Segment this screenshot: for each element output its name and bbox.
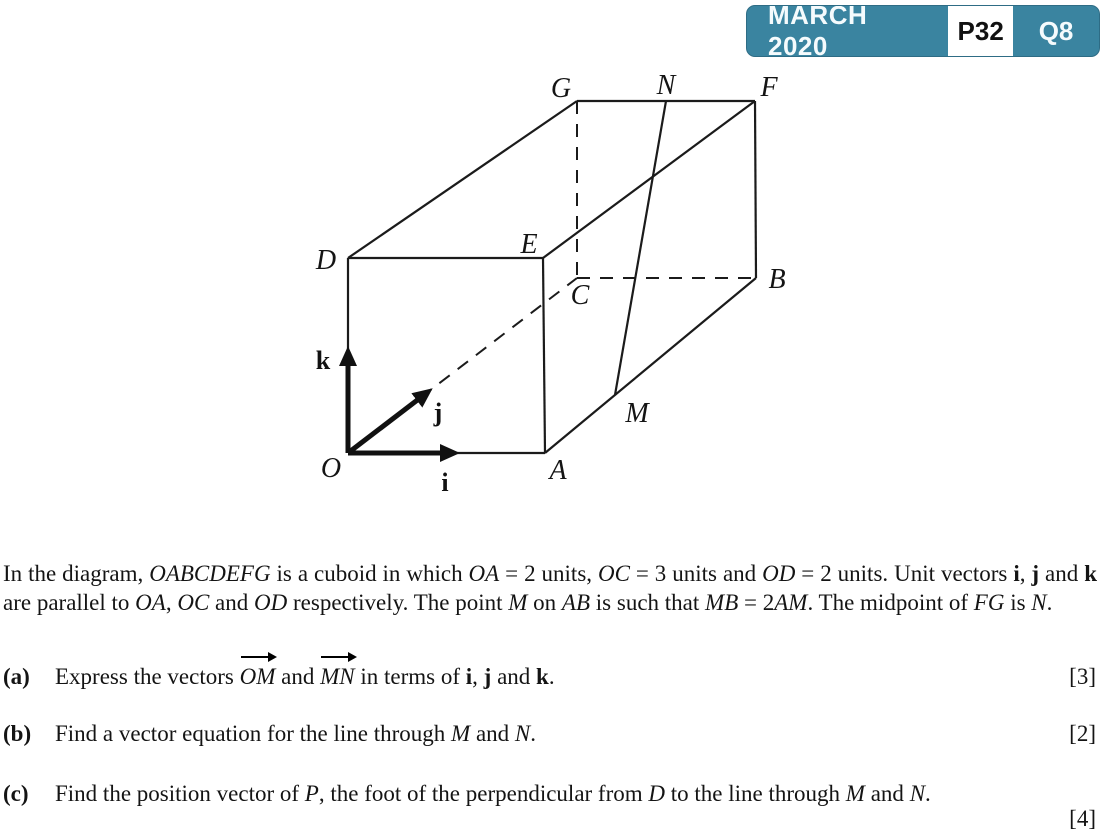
vertex-label-F: F: [760, 72, 778, 103]
part-c-var: N: [909, 781, 926, 806]
part-c-text: and: [864, 781, 910, 806]
part-a-text: ,: [472, 664, 484, 689]
part-c-var: P: [304, 781, 319, 806]
intro-var: OD: [254, 590, 288, 615]
intro-text: = 2: [738, 590, 775, 615]
line-NM: [615, 101, 666, 395]
intro-unit-vector: k: [1084, 561, 1097, 586]
part-c-var: M: [845, 781, 865, 806]
intro-var: OD: [762, 561, 796, 586]
part-b-var: M: [451, 721, 471, 746]
intro-var: FG: [973, 590, 1005, 615]
intro-text: In the diagram,: [3, 561, 150, 586]
intro-text: ,: [1019, 561, 1032, 586]
part-c-marks: [4]: [1069, 806, 1096, 831]
vertex-label-C: C: [570, 280, 590, 311]
part-b-var: N: [514, 721, 531, 746]
intro-var: N: [1031, 590, 1047, 615]
problem-statement: [3, 559, 1097, 617]
intro-text: respectively. The point: [287, 590, 509, 615]
vertex-label-G: G: [550, 73, 572, 104]
part-c-label: (c): [3, 781, 29, 806]
vertex-label-E: E: [520, 229, 538, 260]
edge-DG: [348, 101, 577, 258]
intro-var: OA: [135, 590, 166, 615]
intro-text: = 3 units and: [629, 561, 763, 586]
vertex-label-A: A: [549, 455, 567, 486]
intro-unit-vector: i: [1013, 561, 1020, 586]
intro-var: MB: [705, 590, 739, 615]
part-a-text: .: [548, 664, 555, 689]
part-b-marks: [2]: [1069, 721, 1096, 746]
vector-MN: MN: [320, 664, 355, 689]
part-c: [3, 779, 1096, 808]
unit-vector-label-j: j: [433, 398, 443, 427]
part-b-text: Find a vector equation for the line through: [55, 721, 452, 746]
part-a-text: and: [275, 664, 321, 689]
part-a-text: and: [491, 664, 537, 689]
intro-unit-vector: j: [1031, 561, 1040, 586]
intro-text: . The midpoint of: [807, 590, 974, 615]
unit-vector-label-i: i: [441, 468, 449, 497]
unit-vector-j-arrow: [348, 398, 420, 453]
intro-var: OC: [597, 561, 630, 586]
intro-text: .: [1046, 590, 1053, 615]
part-a-unit-vector: i: [465, 664, 473, 689]
intro-var: OA: [468, 561, 500, 586]
part-b-text: and: [470, 721, 515, 746]
intro-text: = 2 units,: [499, 561, 598, 586]
edge-FB: [755, 101, 756, 278]
question-number-label: Q8: [1038, 15, 1074, 46]
vertex-label-O: O: [320, 453, 342, 484]
part-a-text: in terms of: [354, 664, 466, 689]
intro-text: is: [1004, 590, 1032, 615]
edge-EA: [543, 258, 545, 453]
part-c-text: Find the position vector of: [55, 781, 305, 806]
unit-vector-label-k: k: [315, 346, 331, 375]
part-b-text: .: [530, 721, 536, 746]
intro-text: and: [1039, 561, 1085, 586]
part-a-unit-vector: j: [483, 664, 492, 689]
intro-text: and: [209, 590, 255, 615]
point-label-N: N: [656, 70, 676, 101]
edge-EF: [543, 101, 755, 258]
part-a-marks: [3]: [1069, 664, 1096, 689]
part-b-label: (b): [3, 721, 32, 746]
exam-session-label: MARCH 2020: [768, 5, 868, 57]
intro-text: = 2 units. Unit vectors: [795, 561, 1014, 586]
part-c-text: to the line through: [665, 781, 846, 806]
part-b: [3, 719, 1096, 748]
part-a-label: (a): [3, 664, 30, 689]
part-c-var: D: [648, 781, 666, 806]
part-a-text: Express the vectors: [55, 664, 240, 689]
point-label-M: M: [625, 398, 649, 429]
intro-text: on: [527, 590, 562, 615]
vertex-label-D: D: [315, 245, 337, 276]
intro-var: M: [508, 590, 528, 615]
part-a-unit-vector: k: [536, 664, 549, 689]
part-c-text: .: [925, 781, 931, 806]
part-a: [3, 662, 1096, 691]
vector-OM: OM: [239, 664, 276, 689]
part-c-text: , the foot of the perpendicular from: [318, 781, 649, 806]
intro-text: is such that: [590, 590, 706, 615]
intro-text: ,: [165, 590, 178, 615]
paper-number-label: P32: [948, 6, 1013, 56]
intro-var: AB: [561, 590, 591, 615]
intro-var: OC: [177, 590, 210, 615]
intro-var: AM: [774, 590, 808, 615]
intro-text: are parallel to: [3, 590, 136, 615]
intro-text: is a cuboid in which: [270, 561, 469, 586]
vertex-label-B: B: [768, 264, 786, 295]
intro-var: OABCDEFG: [149, 561, 271, 586]
